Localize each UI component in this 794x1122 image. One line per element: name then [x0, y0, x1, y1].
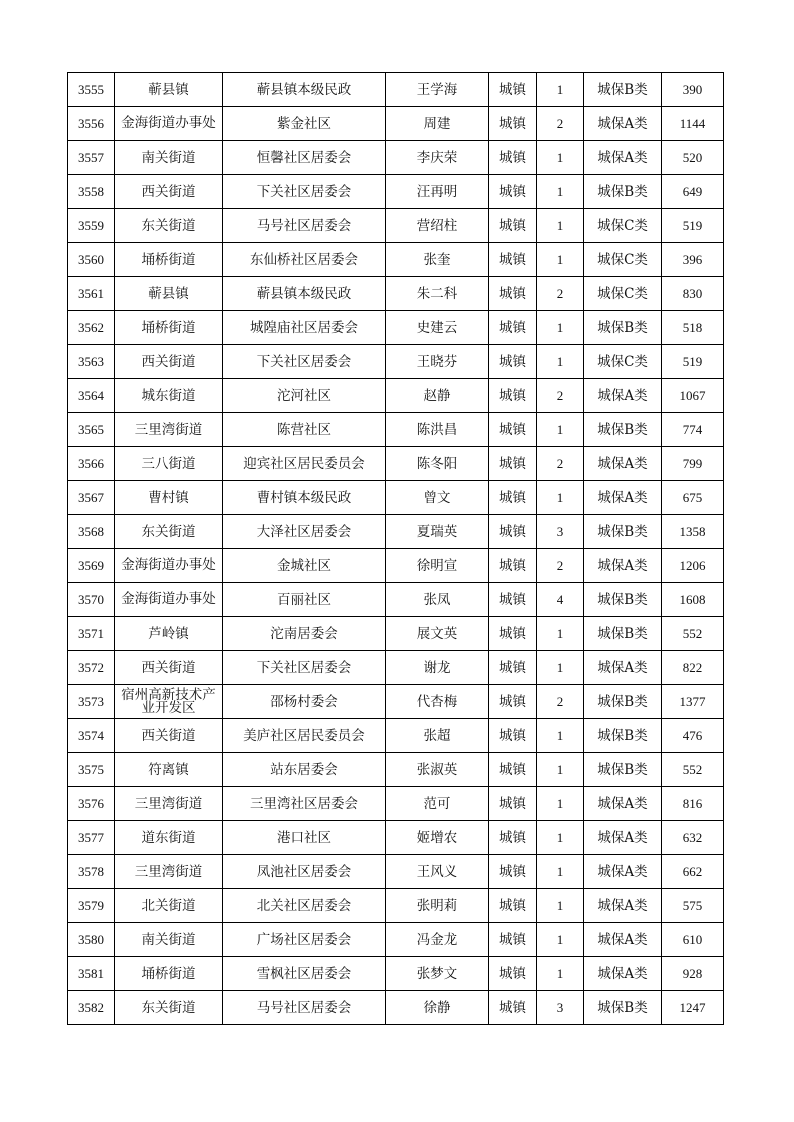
- table-row: [68, 685, 724, 719]
- area-type-cell: 城镇: [489, 481, 537, 515]
- table-row: [68, 957, 724, 991]
- serial-number-cell: 3559: [68, 209, 115, 243]
- community-cell: 北关社区居委会: [223, 889, 386, 923]
- street-cell: 西关街道: [115, 175, 223, 209]
- table-row: [68, 73, 724, 107]
- person-name-cell: 徐明宣: [386, 549, 489, 583]
- category-cell: 城保B类: [584, 73, 662, 107]
- person-name-cell: 张淑英: [386, 753, 489, 787]
- community-cell: 凤池社区居委会: [223, 855, 386, 889]
- community-cell: 邵杨村委会: [223, 685, 386, 719]
- area-type-cell: 城镇: [489, 379, 537, 413]
- community-cell: 港口社区: [223, 821, 386, 855]
- category-cell: 城保B类: [584, 991, 662, 1025]
- area-type-cell: 城镇: [489, 957, 537, 991]
- community-cell: 下关社区居委会: [223, 651, 386, 685]
- person-name-cell: 范可: [386, 787, 489, 821]
- person-name-cell: 张明莉: [386, 889, 489, 923]
- person-name-cell: 张凤: [386, 583, 489, 617]
- serial-number-cell: 3574: [68, 719, 115, 753]
- category-cell: 城保B类: [584, 515, 662, 549]
- area-type-cell: 城镇: [489, 991, 537, 1025]
- street-cell: 三八街道: [115, 447, 223, 481]
- street-cell: 东关街道: [115, 515, 223, 549]
- person-name-cell: 代杏梅: [386, 685, 489, 719]
- person-name-cell: 姬增农: [386, 821, 489, 855]
- street-cell: 符离镇: [115, 753, 223, 787]
- area-type-cell: 城镇: [489, 889, 537, 923]
- area-type-cell: 城镇: [489, 209, 537, 243]
- category-cell: 城保B类: [584, 175, 662, 209]
- category-cell: 城保B类: [584, 617, 662, 651]
- household-count-cell: 1: [537, 923, 584, 957]
- person-name-cell: 徐静: [386, 991, 489, 1025]
- street-cell: 埇桥街道: [115, 243, 223, 277]
- street-cell: 西关街道: [115, 345, 223, 379]
- amount-cell: 396: [662, 243, 724, 277]
- serial-number-cell: 3573: [68, 685, 115, 719]
- table-row: [68, 379, 724, 413]
- table-row: [68, 243, 724, 277]
- person-name-cell: 谢龙: [386, 651, 489, 685]
- household-count-cell: 1: [537, 209, 584, 243]
- street-cell: 宿州高新技术产业开发区: [115, 685, 223, 719]
- street-cell: 三里湾街道: [115, 787, 223, 821]
- amount-cell: 649: [662, 175, 724, 209]
- serial-number-cell: 3579: [68, 889, 115, 923]
- serial-number-cell: 3557: [68, 141, 115, 175]
- amount-cell: 575: [662, 889, 724, 923]
- category-cell: 城保A类: [584, 923, 662, 957]
- serial-number-cell: 3569: [68, 549, 115, 583]
- street-cell: 金海街道办事处: [115, 549, 223, 583]
- street-cell: 北关街道: [115, 889, 223, 923]
- serial-number-cell: 3560: [68, 243, 115, 277]
- category-cell: 城保A类: [584, 889, 662, 923]
- person-name-cell: 汪再明: [386, 175, 489, 209]
- person-name-cell: 冯金龙: [386, 923, 489, 957]
- table-row: [68, 141, 724, 175]
- household-count-cell: 2: [537, 447, 584, 481]
- community-cell: 迎宾社区居民委员会: [223, 447, 386, 481]
- street-cell: 曹村镇: [115, 481, 223, 515]
- table-row: [68, 821, 724, 855]
- amount-cell: 519: [662, 209, 724, 243]
- category-cell: 城保A类: [584, 141, 662, 175]
- table-row: [68, 209, 724, 243]
- amount-cell: 518: [662, 311, 724, 345]
- household-count-cell: 1: [537, 617, 584, 651]
- area-type-cell: 城镇: [489, 175, 537, 209]
- amount-cell: 1377: [662, 685, 724, 719]
- street-cell: 芦岭镇: [115, 617, 223, 651]
- category-cell: 城保A类: [584, 107, 662, 141]
- person-name-cell: 张梦文: [386, 957, 489, 991]
- table-row: [68, 753, 724, 787]
- household-count-cell: 1: [537, 141, 584, 175]
- household-count-cell: 1: [537, 345, 584, 379]
- category-cell: 城保C类: [584, 243, 662, 277]
- street-cell: 金海街道办事处: [115, 107, 223, 141]
- table-row: [68, 515, 724, 549]
- category-cell: 城保A类: [584, 481, 662, 515]
- household-count-cell: 3: [537, 991, 584, 1025]
- community-cell: 沱河社区: [223, 379, 386, 413]
- category-cell: 城保A类: [584, 651, 662, 685]
- table-row: [68, 923, 724, 957]
- category-cell: 城保A类: [584, 549, 662, 583]
- serial-number-cell: 3571: [68, 617, 115, 651]
- area-type-cell: 城镇: [489, 447, 537, 481]
- community-cell: 大泽社区居委会: [223, 515, 386, 549]
- serial-number-cell: 3577: [68, 821, 115, 855]
- area-type-cell: 城镇: [489, 141, 537, 175]
- area-type-cell: 城镇: [489, 719, 537, 753]
- category-cell: 城保B类: [584, 753, 662, 787]
- street-cell: 蕲县镇: [115, 73, 223, 107]
- street-cell: 南关街道: [115, 923, 223, 957]
- amount-cell: 519: [662, 345, 724, 379]
- category-cell: 城保A类: [584, 855, 662, 889]
- community-cell: 百丽社区: [223, 583, 386, 617]
- community-cell: 雪枫社区居委会: [223, 957, 386, 991]
- serial-number-cell: 3558: [68, 175, 115, 209]
- amount-cell: 1067: [662, 379, 724, 413]
- person-name-cell: 展文英: [386, 617, 489, 651]
- table-row: [68, 787, 724, 821]
- serial-number-cell: 3570: [68, 583, 115, 617]
- community-cell: 城隍庙社区居委会: [223, 311, 386, 345]
- amount-cell: 476: [662, 719, 724, 753]
- table-row: [68, 617, 724, 651]
- community-cell: 金城社区: [223, 549, 386, 583]
- area-type-cell: 城镇: [489, 345, 537, 379]
- table-row: [68, 277, 724, 311]
- person-name-cell: 夏瑞英: [386, 515, 489, 549]
- area-type-cell: 城镇: [489, 413, 537, 447]
- community-cell: 马号社区居委会: [223, 991, 386, 1025]
- amount-cell: 632: [662, 821, 724, 855]
- person-name-cell: 史建云: [386, 311, 489, 345]
- person-name-cell: 王晓芬: [386, 345, 489, 379]
- amount-cell: 552: [662, 753, 724, 787]
- amount-cell: 1608: [662, 583, 724, 617]
- area-type-cell: 城镇: [489, 311, 537, 345]
- table-row: [68, 651, 724, 685]
- household-count-cell: 2: [537, 277, 584, 311]
- area-type-cell: 城镇: [489, 685, 537, 719]
- person-name-cell: 张超: [386, 719, 489, 753]
- street-cell: 金海街道办事处: [115, 583, 223, 617]
- household-count-cell: 2: [537, 685, 584, 719]
- category-cell: 城保A类: [584, 447, 662, 481]
- household-count-cell: 2: [537, 379, 584, 413]
- person-name-cell: 周建: [386, 107, 489, 141]
- street-cell: 西关街道: [115, 651, 223, 685]
- community-cell: 三里湾社区居委会: [223, 787, 386, 821]
- community-cell: 沱南居委会: [223, 617, 386, 651]
- category-cell: 城保C类: [584, 209, 662, 243]
- table-row: [68, 855, 724, 889]
- table-row: [68, 345, 724, 379]
- street-cell: 城东街道: [115, 379, 223, 413]
- household-count-cell: 1: [537, 481, 584, 515]
- household-count-cell: 1: [537, 787, 584, 821]
- person-name-cell: 李庆荣: [386, 141, 489, 175]
- street-cell: 蕲县镇: [115, 277, 223, 311]
- table-body: [68, 73, 724, 1025]
- community-cell: 马号社区居委会: [223, 209, 386, 243]
- person-name-cell: 陈冬阳: [386, 447, 489, 481]
- person-name-cell: 王学海: [386, 73, 489, 107]
- serial-number-cell: 3563: [68, 345, 115, 379]
- street-cell: 西关街道: [115, 719, 223, 753]
- amount-cell: 799: [662, 447, 724, 481]
- amount-cell: 610: [662, 923, 724, 957]
- community-cell: 曹村镇本级民政: [223, 481, 386, 515]
- household-count-cell: 1: [537, 957, 584, 991]
- amount-cell: 520: [662, 141, 724, 175]
- serial-number-cell: 3580: [68, 923, 115, 957]
- community-cell: 蕲县镇本级民政: [223, 277, 386, 311]
- amount-cell: 1144: [662, 107, 724, 141]
- serial-number-cell: 3578: [68, 855, 115, 889]
- household-count-cell: 1: [537, 753, 584, 787]
- community-cell: 恒馨社区居委会: [223, 141, 386, 175]
- area-type-cell: 城镇: [489, 277, 537, 311]
- amount-cell: 822: [662, 651, 724, 685]
- serial-number-cell: 3566: [68, 447, 115, 481]
- community-cell: 下关社区居委会: [223, 345, 386, 379]
- person-name-cell: 赵静: [386, 379, 489, 413]
- household-count-cell: 1: [537, 413, 584, 447]
- household-count-cell: 4: [537, 583, 584, 617]
- person-name-cell: 王风义: [386, 855, 489, 889]
- category-cell: 城保A类: [584, 821, 662, 855]
- table-row: [68, 549, 724, 583]
- table-row: [68, 719, 724, 753]
- amount-cell: 816: [662, 787, 724, 821]
- serial-number-cell: 3567: [68, 481, 115, 515]
- street-cell: 东关街道: [115, 991, 223, 1025]
- street-cell: 三里湾街道: [115, 855, 223, 889]
- relief-roster-table: [67, 72, 724, 1025]
- area-type-cell: 城镇: [489, 821, 537, 855]
- area-type-cell: 城镇: [489, 243, 537, 277]
- category-cell: 城保B类: [584, 719, 662, 753]
- serial-number-cell: 3565: [68, 413, 115, 447]
- area-type-cell: 城镇: [489, 583, 537, 617]
- household-count-cell: 1: [537, 651, 584, 685]
- serial-number-cell: 3568: [68, 515, 115, 549]
- community-cell: 陈营社区: [223, 413, 386, 447]
- amount-cell: 1358: [662, 515, 724, 549]
- table-row: [68, 583, 724, 617]
- household-count-cell: 1: [537, 73, 584, 107]
- table-row: [68, 175, 724, 209]
- amount-cell: 390: [662, 73, 724, 107]
- household-count-cell: 1: [537, 175, 584, 209]
- person-name-cell: 营绍柱: [386, 209, 489, 243]
- category-cell: 城保C类: [584, 277, 662, 311]
- table-row: [68, 481, 724, 515]
- household-count-cell: 1: [537, 821, 584, 855]
- community-cell: 美庐社区居民委员会: [223, 719, 386, 753]
- category-cell: 城保B类: [584, 583, 662, 617]
- table-row: [68, 413, 724, 447]
- table-row: [68, 447, 724, 481]
- street-cell: 三里湾街道: [115, 413, 223, 447]
- serial-number-cell: 3576: [68, 787, 115, 821]
- area-type-cell: 城镇: [489, 549, 537, 583]
- area-type-cell: 城镇: [489, 107, 537, 141]
- category-cell: 城保B类: [584, 311, 662, 345]
- street-cell: 南关街道: [115, 141, 223, 175]
- table-row: [68, 889, 724, 923]
- serial-number-cell: 3562: [68, 311, 115, 345]
- household-count-cell: 1: [537, 311, 584, 345]
- serial-number-cell: 3561: [68, 277, 115, 311]
- serial-number-cell: 3575: [68, 753, 115, 787]
- amount-cell: 830: [662, 277, 724, 311]
- household-count-cell: 2: [537, 549, 584, 583]
- household-count-cell: 1: [537, 719, 584, 753]
- serial-number-cell: 3556: [68, 107, 115, 141]
- category-cell: 城保A类: [584, 379, 662, 413]
- amount-cell: 675: [662, 481, 724, 515]
- street-cell: 埇桥街道: [115, 311, 223, 345]
- category-cell: 城保A类: [584, 787, 662, 821]
- street-cell: 埇桥街道: [115, 957, 223, 991]
- serial-number-cell: 3564: [68, 379, 115, 413]
- person-name-cell: 朱二科: [386, 277, 489, 311]
- category-cell: 城保B类: [584, 413, 662, 447]
- table-row: [68, 107, 724, 141]
- person-name-cell: 张奎: [386, 243, 489, 277]
- community-cell: 东仙桥社区居委会: [223, 243, 386, 277]
- area-type-cell: 城镇: [489, 855, 537, 889]
- household-count-cell: 3: [537, 515, 584, 549]
- category-cell: 城保B类: [584, 685, 662, 719]
- person-name-cell: 陈洪昌: [386, 413, 489, 447]
- household-count-cell: 1: [537, 243, 584, 277]
- amount-cell: 552: [662, 617, 724, 651]
- street-cell: 东关街道: [115, 209, 223, 243]
- area-type-cell: 城镇: [489, 617, 537, 651]
- amount-cell: 1206: [662, 549, 724, 583]
- area-type-cell: 城镇: [489, 651, 537, 685]
- community-cell: 蕲县镇本级民政: [223, 73, 386, 107]
- serial-number-cell: 3581: [68, 957, 115, 991]
- household-count-cell: 1: [537, 889, 584, 923]
- serial-number-cell: 3572: [68, 651, 115, 685]
- table-row: [68, 311, 724, 345]
- serial-number-cell: 3555: [68, 73, 115, 107]
- area-type-cell: 城镇: [489, 73, 537, 107]
- amount-cell: 928: [662, 957, 724, 991]
- area-type-cell: 城镇: [489, 515, 537, 549]
- category-cell: 城保C类: [584, 345, 662, 379]
- person-name-cell: 曾文: [386, 481, 489, 515]
- area-type-cell: 城镇: [489, 753, 537, 787]
- serial-number-cell: 3582: [68, 991, 115, 1025]
- category-cell: 城保A类: [584, 957, 662, 991]
- community-cell: 站东居委会: [223, 753, 386, 787]
- household-count-cell: 2: [537, 107, 584, 141]
- community-cell: 紫金社区: [223, 107, 386, 141]
- community-cell: 广场社区居委会: [223, 923, 386, 957]
- area-type-cell: 城镇: [489, 787, 537, 821]
- household-count-cell: 1: [537, 855, 584, 889]
- amount-cell: 1247: [662, 991, 724, 1025]
- amount-cell: 774: [662, 413, 724, 447]
- area-type-cell: 城镇: [489, 923, 537, 957]
- street-cell: 道东街道: [115, 821, 223, 855]
- community-cell: 下关社区居委会: [223, 175, 386, 209]
- amount-cell: 662: [662, 855, 724, 889]
- table-row: [68, 991, 724, 1025]
